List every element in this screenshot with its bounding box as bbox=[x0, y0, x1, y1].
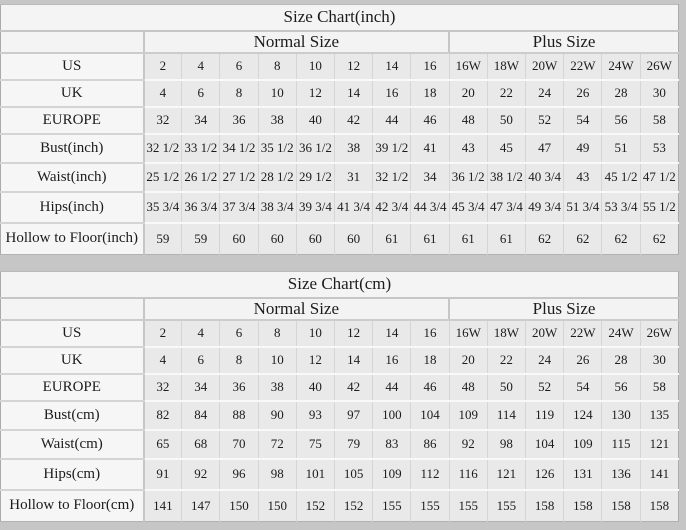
size-value-cell: 22 bbox=[487, 347, 525, 374]
size-value-cell: 31 bbox=[335, 163, 373, 192]
size-value-cell: 41 3/4 bbox=[335, 192, 373, 223]
charts-root bbox=[0, 4, 686, 522]
size-value-cell: 49 bbox=[564, 134, 602, 163]
size-value-cell: 26 bbox=[564, 80, 602, 107]
size-value-cell: 26W bbox=[640, 53, 678, 80]
size-value-cell: 150 bbox=[258, 490, 296, 522]
size-value-cell: 98 bbox=[487, 430, 525, 459]
size-value-cell: 34 bbox=[411, 163, 449, 192]
size-value-cell: 44 3/4 bbox=[411, 192, 449, 223]
size-value-cell: 49 3/4 bbox=[526, 192, 564, 223]
row-label: Bust(cm) bbox=[1, 401, 144, 430]
size-value-cell: 86 bbox=[411, 430, 449, 459]
group-header-plus-size: Plus Size bbox=[449, 298, 678, 320]
row-label: EUROPE bbox=[1, 107, 144, 134]
size-value-cell: 38 3/4 bbox=[258, 192, 296, 223]
size-value-cell: 34 1/2 bbox=[220, 134, 258, 163]
row-label: Hollow to Floor(cm) bbox=[1, 490, 144, 522]
size-value-cell: 20W bbox=[526, 320, 564, 347]
row-label: UK bbox=[1, 80, 144, 107]
size-value-cell: 97 bbox=[335, 401, 373, 430]
size-value-cell: 50 bbox=[487, 374, 525, 401]
size-value-cell: 83 bbox=[373, 430, 411, 459]
size-value-cell: 33 1/2 bbox=[182, 134, 220, 163]
size-value-cell: 53 bbox=[640, 134, 678, 163]
size-value-cell: 91 bbox=[144, 459, 182, 490]
size-value-cell: 75 bbox=[296, 430, 334, 459]
size-value-cell: 88 bbox=[220, 401, 258, 430]
table-row-waist-inch bbox=[1, 163, 679, 192]
size-value-cell: 22W bbox=[564, 320, 602, 347]
size-value-cell: 37 3/4 bbox=[220, 192, 258, 223]
size-value-cell: 42 bbox=[335, 107, 373, 134]
size-value-cell: 158 bbox=[526, 490, 564, 522]
row-label: Waist(inch) bbox=[1, 163, 144, 192]
size-value-cell: 152 bbox=[296, 490, 334, 522]
group-header-row bbox=[1, 31, 679, 53]
size-value-cell: 47 1/2 bbox=[640, 163, 678, 192]
group-header-plus-size: Plus Size bbox=[449, 31, 678, 53]
size-value-cell: 109 bbox=[373, 459, 411, 490]
corner-cell bbox=[1, 31, 144, 53]
size-value-cell: 115 bbox=[602, 430, 640, 459]
size-value-cell: 25 1/2 bbox=[144, 163, 182, 192]
size-value-cell: 54 bbox=[564, 374, 602, 401]
size-value-cell: 40 bbox=[296, 374, 334, 401]
size-value-cell: 101 bbox=[296, 459, 334, 490]
row-label: US bbox=[1, 320, 144, 347]
size-value-cell: 14 bbox=[335, 347, 373, 374]
table-row-us bbox=[1, 320, 679, 347]
size-value-cell: 24 bbox=[526, 347, 564, 374]
table-row-bust-cm bbox=[1, 401, 679, 430]
size-value-cell: 109 bbox=[564, 430, 602, 459]
size-value-cell: 6 bbox=[182, 347, 220, 374]
size-value-cell: 56 bbox=[602, 107, 640, 134]
size-value-cell: 18W bbox=[487, 53, 525, 80]
size-value-cell: 32 1/2 bbox=[144, 134, 182, 163]
size-value-cell: 18 bbox=[411, 80, 449, 107]
size-value-cell: 79 bbox=[335, 430, 373, 459]
size-value-cell: 34 bbox=[182, 374, 220, 401]
table-row-europe bbox=[1, 374, 679, 401]
size-value-cell: 36 3/4 bbox=[182, 192, 220, 223]
size-value-cell: 40 3/4 bbox=[526, 163, 564, 192]
row-label: Waist(cm) bbox=[1, 430, 144, 459]
size-value-cell: 58 bbox=[640, 374, 678, 401]
size-value-cell: 62 bbox=[564, 223, 602, 255]
size-value-cell: 150 bbox=[220, 490, 258, 522]
size-value-cell: 39 3/4 bbox=[296, 192, 334, 223]
size-value-cell: 39 1/2 bbox=[373, 134, 411, 163]
size-value-cell: 147 bbox=[182, 490, 220, 522]
size-value-cell: 29 1/2 bbox=[296, 163, 334, 192]
size-value-cell: 16 bbox=[373, 80, 411, 107]
size-value-cell: 36 bbox=[220, 107, 258, 134]
size-value-cell: 28 1/2 bbox=[258, 163, 296, 192]
size-value-cell: 155 bbox=[373, 490, 411, 522]
size-value-cell: 104 bbox=[526, 430, 564, 459]
size-value-cell: 40 bbox=[296, 107, 334, 134]
size-value-cell: 114 bbox=[487, 401, 525, 430]
size-value-cell: 82 bbox=[144, 401, 182, 430]
size-value-cell: 16W bbox=[449, 53, 487, 80]
title-row bbox=[1, 272, 679, 298]
size-value-cell: 12 bbox=[335, 320, 373, 347]
size-value-cell: 36 1/2 bbox=[296, 134, 334, 163]
size-value-cell: 53 3/4 bbox=[602, 192, 640, 223]
size-value-cell: 44 bbox=[373, 107, 411, 134]
size-value-cell: 158 bbox=[640, 490, 678, 522]
size-value-cell: 20 bbox=[449, 347, 487, 374]
size-value-cell: 58 bbox=[640, 107, 678, 134]
size-value-cell: 24W bbox=[602, 320, 640, 347]
table-row-hollow-to-floor-inch bbox=[1, 223, 679, 255]
size-value-cell: 42 3/4 bbox=[373, 192, 411, 223]
size-value-cell: 6 bbox=[220, 320, 258, 347]
size-value-cell: 126 bbox=[526, 459, 564, 490]
size-value-cell: 98 bbox=[258, 459, 296, 490]
table-row-europe bbox=[1, 107, 679, 134]
table-row-waist-cm bbox=[1, 430, 679, 459]
size-value-cell: 12 bbox=[296, 80, 334, 107]
table-row-uk bbox=[1, 347, 679, 374]
corner-cell bbox=[1, 298, 144, 320]
size-value-cell: 26W bbox=[640, 320, 678, 347]
table-row-hollow-to-floor-cm bbox=[1, 490, 679, 522]
size-value-cell: 60 bbox=[258, 223, 296, 255]
row-label: Hips(cm) bbox=[1, 459, 144, 490]
size-value-cell: 4 bbox=[144, 80, 182, 107]
size-value-cell: 10 bbox=[258, 80, 296, 107]
size-value-cell: 45 bbox=[487, 134, 525, 163]
size-value-cell: 20 bbox=[449, 80, 487, 107]
size-value-cell: 4 bbox=[144, 347, 182, 374]
table-row-bust-inch bbox=[1, 134, 679, 163]
size-value-cell: 62 bbox=[526, 223, 564, 255]
size-value-cell: 55 1/2 bbox=[640, 192, 678, 223]
size-value-cell: 52 bbox=[526, 374, 564, 401]
size-value-cell: 14 bbox=[335, 80, 373, 107]
size-value-cell: 60 bbox=[296, 223, 334, 255]
table-row-hips-cm bbox=[1, 459, 679, 490]
size-value-cell: 12 bbox=[335, 53, 373, 80]
size-value-cell: 141 bbox=[144, 490, 182, 522]
size-value-cell: 51 bbox=[602, 134, 640, 163]
size-value-cell: 41 bbox=[411, 134, 449, 163]
size-value-cell: 43 bbox=[449, 134, 487, 163]
size-value-cell: 10 bbox=[258, 347, 296, 374]
size-value-cell: 59 bbox=[182, 223, 220, 255]
size-value-cell: 72 bbox=[258, 430, 296, 459]
size-value-cell: 27 1/2 bbox=[220, 163, 258, 192]
size-value-cell: 112 bbox=[411, 459, 449, 490]
size-value-cell: 6 bbox=[220, 53, 258, 80]
size-value-cell: 6 bbox=[182, 80, 220, 107]
size-value-cell: 158 bbox=[564, 490, 602, 522]
size-value-cell: 136 bbox=[602, 459, 640, 490]
size-value-cell: 30 bbox=[640, 347, 678, 374]
size-value-cell: 124 bbox=[564, 401, 602, 430]
size-value-cell: 54 bbox=[564, 107, 602, 134]
size-value-cell: 32 1/2 bbox=[373, 163, 411, 192]
size-value-cell: 2 bbox=[144, 53, 182, 80]
size-value-cell: 70 bbox=[220, 430, 258, 459]
size-value-cell: 10 bbox=[296, 320, 334, 347]
row-label: Hips(inch) bbox=[1, 192, 144, 223]
row-label: US bbox=[1, 53, 144, 80]
size-value-cell: 2 bbox=[144, 320, 182, 347]
size-value-cell: 22W bbox=[564, 53, 602, 80]
size-value-cell: 8 bbox=[220, 80, 258, 107]
size-value-cell: 26 1/2 bbox=[182, 163, 220, 192]
size-value-cell: 152 bbox=[335, 490, 373, 522]
size-value-cell: 30 bbox=[640, 80, 678, 107]
size-value-cell: 46 bbox=[411, 107, 449, 134]
size-value-cell: 36 1/2 bbox=[449, 163, 487, 192]
size-value-cell: 59 bbox=[144, 223, 182, 255]
group-header-row bbox=[1, 298, 679, 320]
size-value-cell: 45 3/4 bbox=[449, 192, 487, 223]
size-value-cell: 16 bbox=[411, 320, 449, 347]
size-value-cell: 47 bbox=[526, 134, 564, 163]
size-value-cell: 46 bbox=[411, 374, 449, 401]
size-value-cell: 61 bbox=[411, 223, 449, 255]
size-value-cell: 96 bbox=[220, 459, 258, 490]
size-value-cell: 4 bbox=[182, 320, 220, 347]
title-row bbox=[1, 5, 679, 31]
size-value-cell: 84 bbox=[182, 401, 220, 430]
size-value-cell: 116 bbox=[449, 459, 487, 490]
size-value-cell: 61 bbox=[449, 223, 487, 255]
chart-title: Size Chart(cm) bbox=[1, 272, 679, 298]
size-value-cell: 38 bbox=[258, 107, 296, 134]
size-value-cell: 28 bbox=[602, 347, 640, 374]
size-value-cell: 60 bbox=[220, 223, 258, 255]
size-value-cell: 93 bbox=[296, 401, 334, 430]
table-row-hips-inch bbox=[1, 192, 679, 223]
size-value-cell: 60 bbox=[335, 223, 373, 255]
size-value-cell: 44 bbox=[373, 374, 411, 401]
size-value-cell: 38 bbox=[335, 134, 373, 163]
size-value-cell: 45 1/2 bbox=[602, 163, 640, 192]
size-value-cell: 16 bbox=[411, 53, 449, 80]
size-value-cell: 18 bbox=[411, 347, 449, 374]
size-value-cell: 155 bbox=[411, 490, 449, 522]
row-label: EUROPE bbox=[1, 374, 144, 401]
size-value-cell: 8 bbox=[220, 347, 258, 374]
size-value-cell: 48 bbox=[449, 374, 487, 401]
size-value-cell: 155 bbox=[449, 490, 487, 522]
size-value-cell: 155 bbox=[487, 490, 525, 522]
size-value-cell: 34 bbox=[182, 107, 220, 134]
size-value-cell: 4 bbox=[182, 53, 220, 80]
size-value-cell: 121 bbox=[640, 430, 678, 459]
size-value-cell: 61 bbox=[487, 223, 525, 255]
size-value-cell: 56 bbox=[602, 374, 640, 401]
size-value-cell: 61 bbox=[373, 223, 411, 255]
size-value-cell: 51 3/4 bbox=[564, 192, 602, 223]
size-value-cell: 68 bbox=[182, 430, 220, 459]
size-value-cell: 12 bbox=[296, 347, 334, 374]
size-value-cell: 65 bbox=[144, 430, 182, 459]
table-row-uk bbox=[1, 80, 679, 107]
size-value-cell: 158 bbox=[602, 490, 640, 522]
size-value-cell: 18W bbox=[487, 320, 525, 347]
size-value-cell: 131 bbox=[564, 459, 602, 490]
group-header-normal-size: Normal Size bbox=[144, 31, 450, 53]
size-value-cell: 141 bbox=[640, 459, 678, 490]
size-value-cell: 16W bbox=[449, 320, 487, 347]
size-value-cell: 24 bbox=[526, 80, 564, 107]
size-value-cell: 35 1/2 bbox=[258, 134, 296, 163]
size-value-cell: 92 bbox=[449, 430, 487, 459]
size-value-cell: 32 bbox=[144, 374, 182, 401]
size-value-cell: 104 bbox=[411, 401, 449, 430]
size-value-cell: 47 3/4 bbox=[487, 192, 525, 223]
row-label: Bust(inch) bbox=[1, 134, 144, 163]
size-value-cell: 35 3/4 bbox=[144, 192, 182, 223]
size-value-cell: 119 bbox=[526, 401, 564, 430]
size-value-cell: 20W bbox=[526, 53, 564, 80]
size-chart-table-inch bbox=[0, 4, 679, 255]
size-value-cell: 24W bbox=[602, 53, 640, 80]
table-row-us bbox=[1, 53, 679, 80]
size-value-cell: 8 bbox=[258, 320, 296, 347]
size-value-cell: 135 bbox=[640, 401, 678, 430]
row-label: Hollow to Floor(inch) bbox=[1, 223, 144, 255]
size-value-cell: 28 bbox=[602, 80, 640, 107]
size-value-cell: 121 bbox=[487, 459, 525, 490]
size-value-cell: 62 bbox=[602, 223, 640, 255]
size-value-cell: 50 bbox=[487, 107, 525, 134]
size-value-cell: 48 bbox=[449, 107, 487, 134]
size-value-cell: 38 1/2 bbox=[487, 163, 525, 192]
size-value-cell: 10 bbox=[296, 53, 334, 80]
size-value-cell: 92 bbox=[182, 459, 220, 490]
size-value-cell: 16 bbox=[373, 347, 411, 374]
size-value-cell: 90 bbox=[258, 401, 296, 430]
size-value-cell: 14 bbox=[373, 320, 411, 347]
size-value-cell: 38 bbox=[258, 374, 296, 401]
size-value-cell: 100 bbox=[373, 401, 411, 430]
size-value-cell: 14 bbox=[373, 53, 411, 80]
size-value-cell: 43 bbox=[564, 163, 602, 192]
size-value-cell: 62 bbox=[640, 223, 678, 255]
size-value-cell: 8 bbox=[258, 53, 296, 80]
group-header-normal-size: Normal Size bbox=[144, 298, 450, 320]
size-chart-table-cm bbox=[0, 271, 679, 522]
chart-title: Size Chart(inch) bbox=[1, 5, 679, 31]
size-value-cell: 52 bbox=[526, 107, 564, 134]
size-value-cell: 22 bbox=[487, 80, 525, 107]
row-label: UK bbox=[1, 347, 144, 374]
size-value-cell: 42 bbox=[335, 374, 373, 401]
size-value-cell: 130 bbox=[602, 401, 640, 430]
size-value-cell: 105 bbox=[335, 459, 373, 490]
size-value-cell: 26 bbox=[564, 347, 602, 374]
size-value-cell: 32 bbox=[144, 107, 182, 134]
size-value-cell: 36 bbox=[220, 374, 258, 401]
size-value-cell: 109 bbox=[449, 401, 487, 430]
